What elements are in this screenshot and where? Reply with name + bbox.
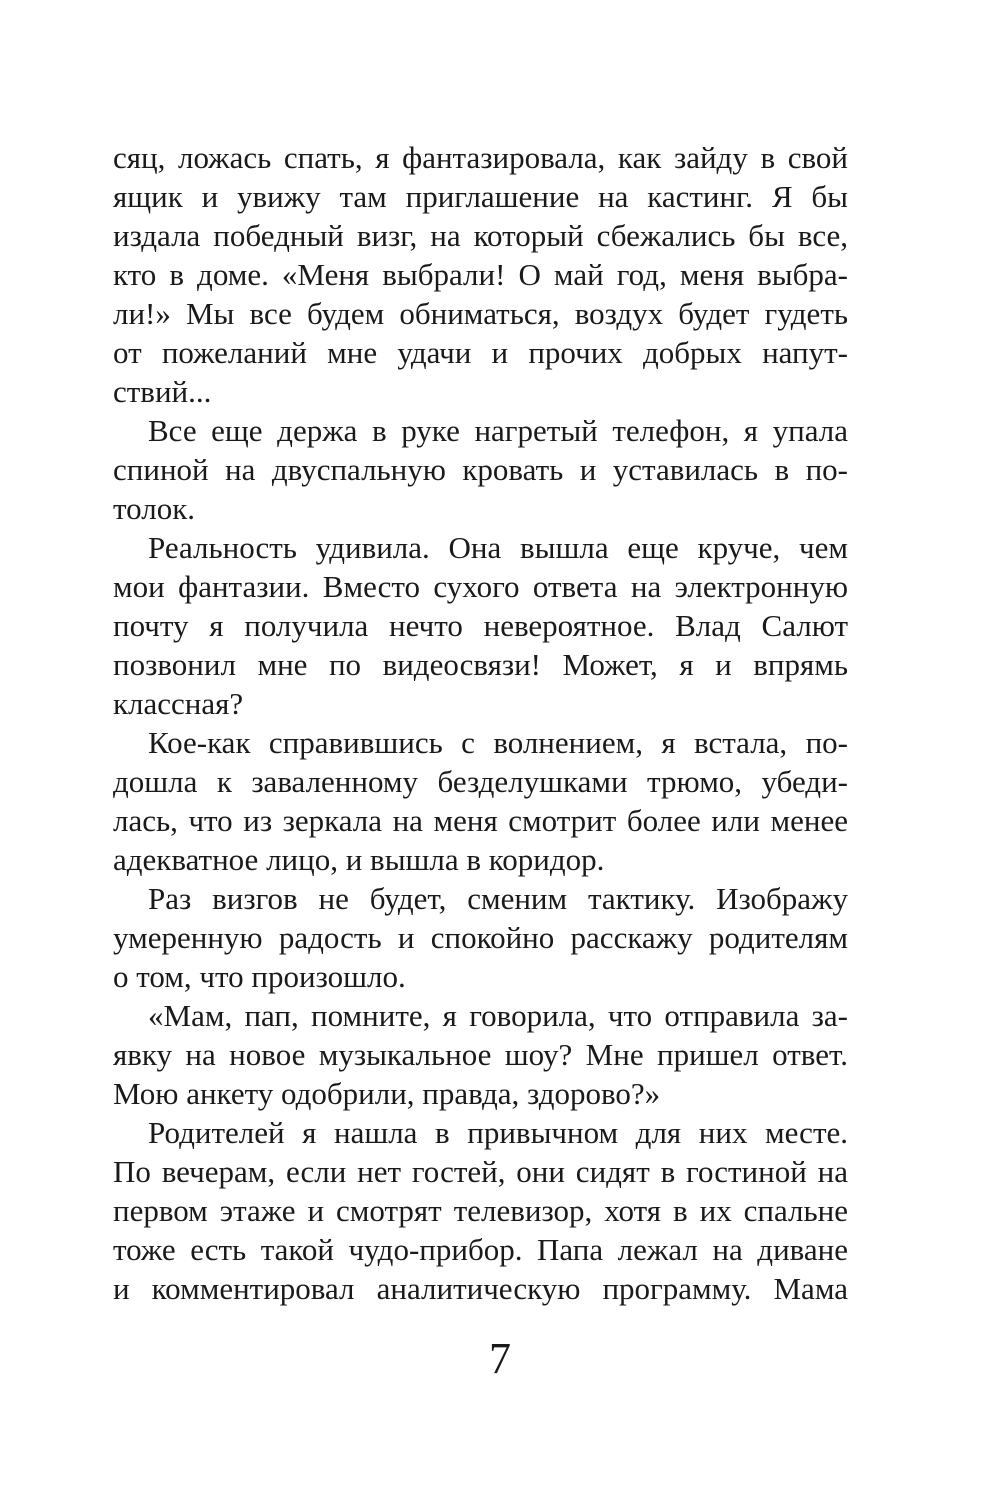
text-line: Все еще держа в руке нагретый телефон, я упала (148, 413, 848, 448)
text-line: классная? (113, 686, 244, 721)
text-line: явку на новое музыкальное шоу? Мне пришел ответ. (113, 1037, 848, 1072)
text-line: кто в доме. «Меня выбрали! О май год, меня выбра- (113, 257, 848, 292)
text-line: спиной на двуспальную кровать и уставилась в по- (113, 452, 848, 487)
text-line: ящик и увижу там приглашение на кастинг. Я бы (113, 179, 848, 214)
text-line: тоже есть такой чудо-прибор. Папа лежал на диване (113, 1232, 848, 1267)
text-line: адекватное лицо, и вышла в коридор. (113, 842, 605, 877)
text-line: и комментировал аналитическую программу. Мама (113, 1271, 848, 1306)
text-line: толок. (113, 491, 196, 526)
text-line: о том, что произошло. (113, 959, 406, 994)
text-line: лась, что из зеркала на меня смотрит более или менее (113, 803, 848, 838)
text-line: Раз визгов не будет, сменим тактику. Изображу (148, 881, 848, 916)
text-line: сяц, ложась спать, я фантазировала, как зайду в свой (113, 140, 848, 175)
text-line: умеренную радость и спокойно расскажу родителям (113, 920, 848, 955)
text-line: Мою анкету одобрили, правда, здорово?» (113, 1076, 661, 1111)
text-line: По вечерам, если нет гостей, они сидят в гостиной на (113, 1154, 848, 1189)
text-line: Родителей я нашла в привычном для них месте. (148, 1115, 848, 1150)
text-line: издала победный визг, на который сбежались бы все, (113, 218, 848, 253)
page-number: 7 (489, 1334, 511, 1383)
text-line: Кое-как справившись с волнением, я встала, по- (148, 725, 848, 760)
text-line: Реальность удивила. Она вышла еще круче, чем (148, 530, 848, 565)
text-line: ствий... (113, 374, 212, 409)
text-line: первом этаже и смотрят телевизор, хотя в их спальне (113, 1193, 848, 1228)
text-line: почту я получила нечто невероятное. Влад Салют (113, 608, 848, 643)
text-line: от пожеланий мне удачи и прочих добрых напут- (113, 335, 848, 370)
text-line: дошла к заваленному безделушками трюмо, убеди- (113, 764, 848, 799)
text-line: позвонил мне по видеосвязи! Может, я и впрямь (113, 647, 848, 682)
book-page-text (113, 138, 848, 1308)
text-line: ли!» Мы все будем обниматься, воздух будет гудеть (113, 296, 848, 331)
text-line: мои фантазии. Вместо сухого ответа на электронную (113, 569, 848, 604)
text-line: «Мам, пап, помните, я говорила, что отправила за- (148, 998, 848, 1033)
